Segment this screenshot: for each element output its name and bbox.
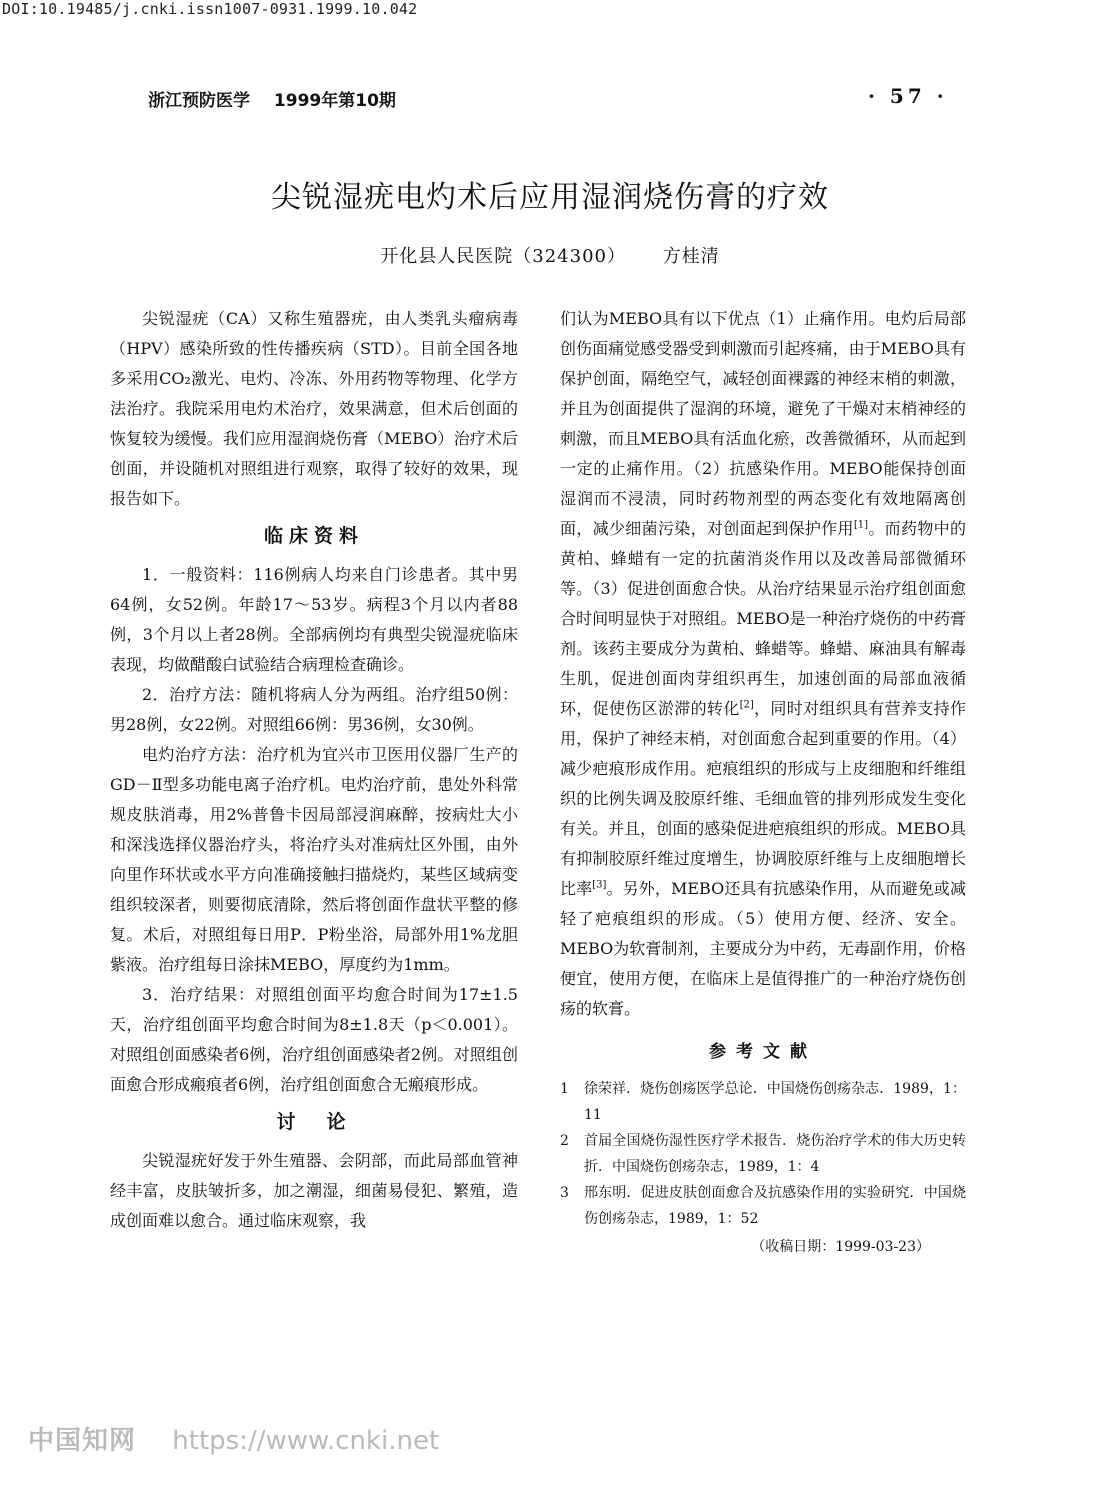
reference-number: 3: [560, 1185, 569, 1201]
cnki-watermark: [28, 1420, 439, 1457]
running-head: [148, 86, 396, 111]
affiliation-line: [0, 242, 1100, 268]
reference-text: 徐荣祥．烧伤创疡医学总论．中国烧伤创疡杂志．1989，1：11: [584, 1081, 966, 1123]
reference-text: 首届全国烧伤湿性医疗学术报告．烧伤治疗学术的伟大历史转折．中国烧伤创疡杂志，1989，1：4: [584, 1133, 966, 1175]
intro-paragraph: 尖锐湿疣（CA）又称生殖器疣，由人类乳头瘤病毒（HPV）感染所致的性传播疾病（STD）。目前全国各地多采用CO₂激光、电灼、冷冻、外用药物等物理、化学方法治疗。我院采用电灼术治疗，效果满意，但术后创面的恢复较为缓慢。我们应用湿润烧伤膏（MEBO）治疗术后创面，并设随机对照组进行观察，取得了较好的效果，现报告如下。: [110, 309, 518, 508]
cnki-url: https://www.cnki.net: [172, 1426, 440, 1456]
paragraph-discussion-start: 尖锐湿疣好发于外生殖器、会阴部，而此局部血管神经丰富，皮肤皱折多，加之潮湿，细菌易侵犯、繁殖，造成创面难以愈合。通过临床观察，我: [110, 1151, 518, 1230]
citation-3: [3]: [592, 879, 607, 891]
page-number: · 57 ·: [868, 84, 948, 108]
reference-item: [560, 1180, 966, 1232]
citation-2: [2]: [739, 699, 754, 711]
paragraph-general-data: 1．一般资料：116例病人均来自门诊患者。其中男64例，女52例。年龄17～53岁。病程3个月以内者88例，3个月以上者28例。全部病例均有典型尖锐湿疣临床表现，均做醋酸白试验结合病理检查确诊。: [110, 565, 518, 674]
author: 方桂清: [662, 246, 720, 267]
discussion-text-4: 。另外，MEBO还具有抗感染作用，从而避免或减轻了疤痕组织的形成。（5）使用方便、经济、安全。MEBO为软膏制剂，主要成分为中药，无毒副作用，价格便宜，使用方便，在临床上是值得推广的一种治疗烧伤创疡的软膏。: [560, 879, 966, 1018]
discussion-text-1: 们认为MEBO具有以下优点（1）止痛作用。电灼后局部创伤面痛觉感受器受到刺激而引起疼痛，由于MEBO具有保护创面，隔绝空气，减轻创面裸露的神经末梢的刺激，并且为创面提供了湿润的环境，避免了干燥对末梢神经的刺激，而且MEBO具有活血化瘀，改善微循环，从而起到一定的止痛作用。（2）抗感染作用。MEBO能保持创面湿润而不浸渍，同时药物剂型的两态变化有效地隔离创面，减少细菌污染，对创面起到保护作用: [560, 309, 966, 538]
right-column: [560, 304, 966, 1260]
doi-header: DOI:10.19485/j.cnki.issn1007-0931.1999.10.042: [2, 0, 418, 18]
received-date: （收稿日期：1999-03-23）: [751, 1239, 930, 1255]
paragraph-methods: 2．治疗方法：随机将病人分为两组。治疗组50例：男28例，女22例。对照组66例：男36例，女30例。: [110, 685, 518, 734]
section-heading-discussion: 讨 论: [276, 1111, 352, 1133]
reference-number: 1: [560, 1081, 569, 1097]
paragraph-results: 3．治疗结果：对照组创面平均愈合时间为17±1.5天，治疗组创面平均愈合时间为8±1.8天（p＜0.001）。对照组创面感染者6例，治疗组创面感染者2例。对照组创面愈合形成瘢痕者6例，治疗组创面愈合无瘢痕形成。: [110, 985, 518, 1094]
reference-list: [560, 1076, 966, 1232]
reference-text: 邢东明．促进皮肤创面愈合及抗感染作用的实验研究．中国烧伤创疡杂志，1989，1：52: [584, 1185, 966, 1227]
discussion-text-3: ，同时对组织具有营养支持作用，保护了神经末梢，对创面愈合起到重要的作用。（4）减少疤痕形成作用。疤痕组织的形成与上皮细胞和纤维组织的比例失调及胶原纤维、毛细血管的排列形成发生变化有关。并且，创面的感染促进疤痕组织的形成。MEBO具有抑制胶原纤维过度增生，协调胶原纤维与上皮细胞增长比率: [560, 699, 966, 898]
article-title: 尖锐湿疣电灼术后应用湿润烧伤膏的疗效: [271, 180, 829, 215]
reference-item: [560, 1128, 966, 1180]
paragraph-electrocautery: 电灼治疗方法：治疗机为宜兴市卫医用仪器厂生产的GD－Ⅱ型多功能电离子治疗机。电灼治疗前，患处外科常规皮肤消毒，用2%普鲁卡因局部浸润麻醉，按病灶大小和深浅选择仪器治疗头，将治疗头对准病灶区外围，由外向里作环状或水平方向准确接触扫描烧灼，某些区域病变组织较深者，则要彻底清除，然后将创面作盘状平整的修复。术后，对照组每日用P．P粉坐浴，局部外用1%龙胆紫液。治疗组每日涂抹MEBO，厚度约为1mm。: [110, 745, 518, 974]
section-heading-clinical: 临床资料: [263, 525, 364, 547]
citation-1: [1]: [853, 519, 869, 531]
journal-name: 浙江预防医学: [148, 91, 250, 111]
left-column: [110, 304, 518, 1236]
discussion-text-2: 。而药物中的黄柏、蜂蜡有一定的抗菌消炎作用以及改善局部微循环等。（3）促进创面愈合快。从治疗结果显示治疗组创面愈合时间明显快于对照组。MEBO是一种治疗烧伤的中药膏剂。该药主要成分为黄柏、蜂蜡等。蜂蜡、麻油具有解毒生肌，促进创面肉芽组织再生，加速创面的局部血液循环，促使伤区淤滞的转化: [560, 519, 966, 718]
issue-label: 1999年第10期: [273, 91, 396, 111]
cnki-logo: 中国知网: [28, 1426, 137, 1456]
reference-item: [560, 1076, 966, 1128]
section-heading-references: 参考文献: [709, 1042, 817, 1062]
affiliation: 开化县人民医院（324300）: [380, 246, 626, 267]
paragraph-discussion-continued: [560, 304, 966, 1024]
reference-number: 2: [560, 1133, 569, 1149]
